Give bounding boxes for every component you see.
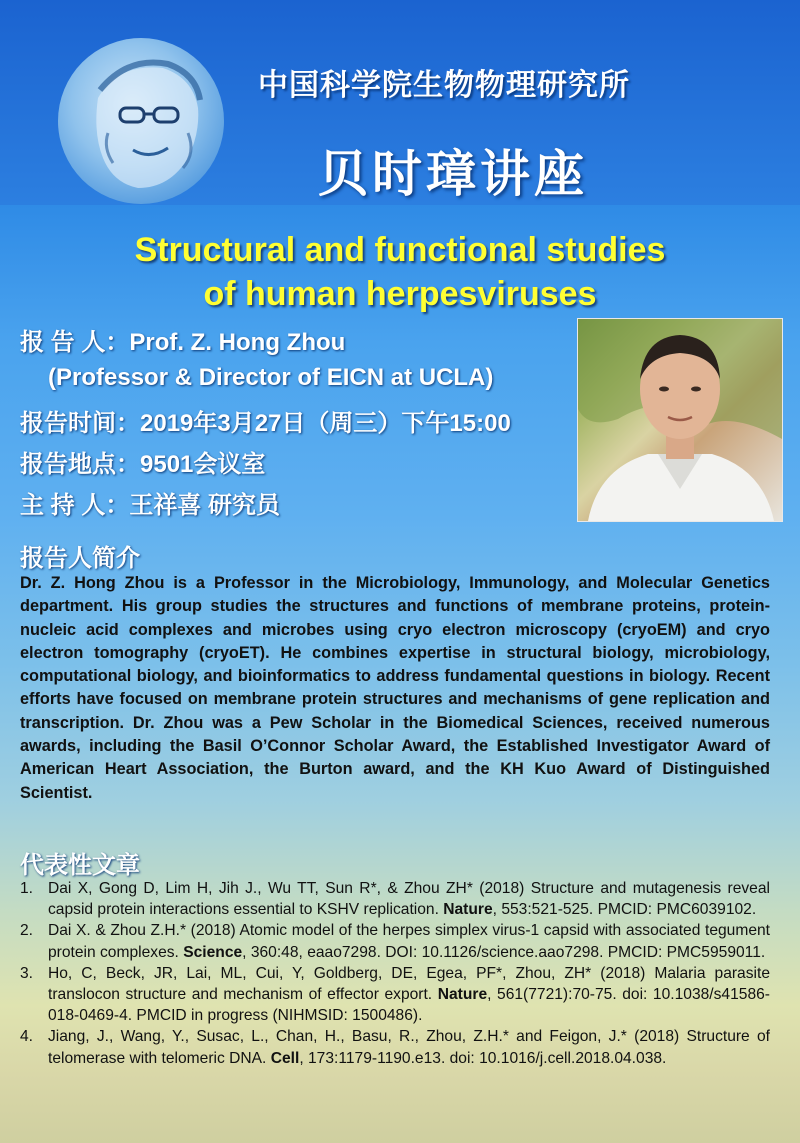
founder-portrait [58, 38, 224, 204]
publication-details: , 561(7721):70-75. doi: 10.1038/s41586-018-0469-4. PMCID in progress (NIHMSID: 1500486). [48, 986, 770, 1025]
talk-time: 2019年3月27日（周三）下午15:00 [140, 410, 511, 437]
publication-number: 4. [20, 1028, 34, 1046]
host-label: 主 持 人： [20, 492, 130, 519]
bio-text: Dr. Z. Hong Zhou is a Professor in the Microbiology, Immunology, and Molecular Genetics department. His group studies the structures and functions of membrane proteins, protein-nucleic acid complexes and microbes using cryo electron microscopy (cryoEM) and cryo electron tomography (cryoET). He combines expertise in structural biology, microbiology, computational biology, and bioinformatics to address fundamental questions in biology. Recent efforts have focused on membrane protein structures and mechanisms of gene replication and transcription. Dr. Zhou was a Pew Scholar in the Biomedical Sciences, received numerous awards, including the Basil O’Connor Scholar Award, the Established Investigator Award of American Heart Association, the Burton award, and the KH Kuo Award of Distinguished Scientist. [20, 574, 770, 802]
publication-item [20, 920, 770, 962]
speaker-row [20, 322, 345, 357]
host-name: 王祥喜 研究员 [129, 492, 281, 519]
lecture-series-title: 贝时璋讲座 [318, 146, 588, 202]
founder-portrait-sketch [58, 38, 224, 204]
publication-citation: Jiang, J., Wang, Y., Susac, L., Chan, H., Basu, R., Zhou, Z.H.* and Feigon, J.* (2018) Structure of telomerase with telomeric DNA. [48, 1028, 770, 1067]
speaker-name: Prof. Z. Hong Zhou [129, 329, 346, 356]
publication-item [20, 963, 770, 1027]
speaker-photo [577, 318, 783, 522]
institute-name: 中国科学院生物物理研究所 [258, 69, 630, 102]
location-label: 报告地点： [20, 451, 140, 478]
publication-journal: Nature [443, 901, 493, 919]
publication-details: , 553:521-525. PMCID: PMC6039102. [492, 901, 757, 919]
speaker-label: 报 告 人： [20, 329, 130, 356]
publication-list [20, 878, 770, 1069]
host-row [20, 485, 280, 520]
publication-citation: Dai X, Gong D, Lim H, Jih J., Wu TT, Sun R*, & Zhou ZH* (2018) Structure and mutagenesis reveal capsid protein interactions essential to KSHV replication. [48, 880, 770, 919]
speaker-photo-figure [578, 319, 782, 521]
location-row [20, 444, 265, 479]
publication-number: 3. [20, 964, 34, 982]
publication-citation: Ho, C, Beck, JR, Lai, ML, Cui, Y, Goldberg, DE, Egea, PF*, Zhou, ZH* (2018) Malaria parasite translocon structure and mechanism of effector export. [48, 964, 770, 1004]
speaker-affiliation: (Professor & Director of EICN at UCLA) [48, 364, 494, 391]
publication-item [20, 878, 770, 920]
talk-title-line2: of human herpesviruses [203, 275, 597, 313]
time-row [20, 403, 511, 438]
talk-title [0, 228, 800, 316]
publication-item [20, 1026, 770, 1068]
publication-journal: Cell [270, 1049, 300, 1067]
bio-heading: 报告人简介 [20, 545, 140, 572]
talk-location: 9501会议室 [140, 451, 266, 478]
publication-details: , 360:48, eaao7298. DOI: 10.1126/science.aao7298. PMCID: PMC5959011. [242, 943, 766, 961]
publication-details: , 173:1179-1190.e13. doi: 10.1016/j.cell.2018.04.038. [299, 1049, 667, 1067]
talk-title-line1: Structural and functional studies [134, 231, 666, 269]
publication-citation: Dai X. & Zhou Z.H.* (2018) Atomic model of the herpes simplex virus-1 capsid with associated tegument protein complexes. [48, 922, 770, 961]
time-label: 报告时间： [20, 410, 140, 437]
publication-journal: Science [183, 943, 243, 961]
publication-number: 2. [20, 922, 34, 940]
publications-heading: 代表性文章 [20, 852, 140, 879]
publication-journal: Nature [437, 986, 488, 1004]
publication-number: 1. [20, 880, 34, 897]
